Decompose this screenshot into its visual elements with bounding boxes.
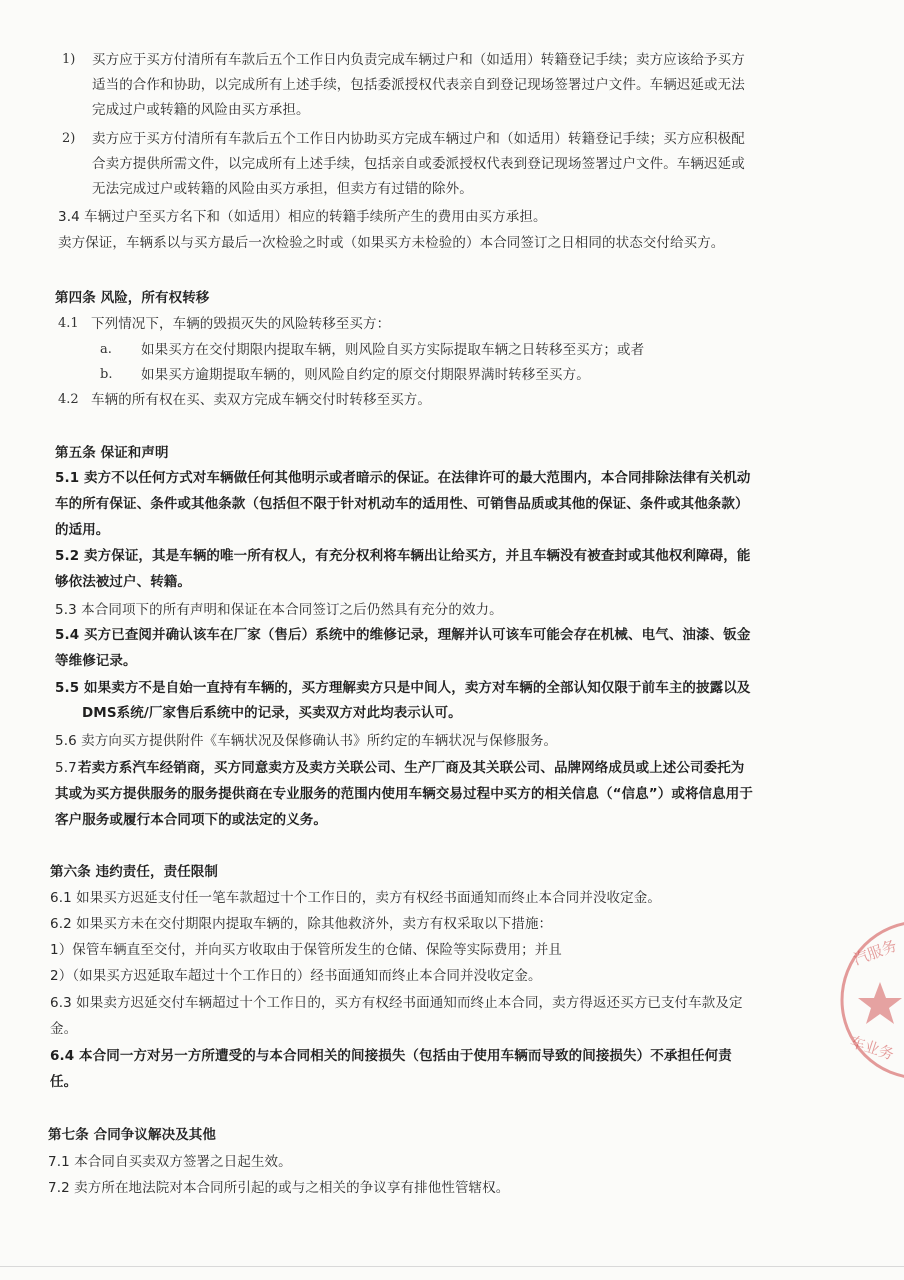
text-line: 够依法被过户、转籍。 [55, 574, 191, 590]
clause-number: 4.2 [58, 392, 79, 407]
company-seal-stamp [838, 912, 904, 1088]
text-line: 完成过户或转籍的风险由买方承担。 [92, 102, 310, 118]
text-line: 5.4 买方已查阅并确认该车在厂家（售后）系统中的维修记录，理解并认可该车可能会存在机械、电气、油漆、钣金 [55, 627, 751, 643]
text-line: 买方应于买方付清所有车款后五个工作日内负责完成车辆过户和（如适用）转籍登记手续；卖方应该给予买方 [92, 52, 745, 68]
clause-6-2: 6.2 如果买方未在交付期限内提取车辆的，除其他救济外，卖方有权采取以下措施： [50, 916, 553, 932]
clause-3-4: 3.4 车辆过户至买方名下和（如适用）相应的转籍手续所产生的费用由买方承担。 [58, 209, 547, 225]
clause-4-2: 车辆的所有权在买、卖双方完成车辆交付时转移至买方。 [91, 392, 431, 408]
text-line: 6.4 本合同一方对另一方所遭受的与本合同相关的间接损失（包括由于使用车辆而导致的间接损失）不承担任何责 [50, 1048, 732, 1064]
text-line: 客户服务或履行本合同项下的或法定的义务。 [55, 812, 327, 828]
svg-text:汽服务: 汽服务 [850, 936, 900, 969]
text-line: 适当的合作和协助，以完成所有上述手续，包括委派授权代表亲自到登记现场签署过户文件。车辆迟延或无法 [92, 77, 745, 93]
clause7-title: 第七条 合同争议解决及其他 [48, 1127, 216, 1143]
measure-2: 2）（如果买方迟延取车超过十个工作日的）经书面通知而终止本合同并没收定金。 [50, 968, 542, 984]
text-line: 其或为买方提供服务的服务提供商在专业服务的范围内使用车辆交易过程中买方的相关信息（“信息”）或将信息用于 [55, 786, 753, 802]
clause5-title: 第五条 保证和声明 [55, 445, 169, 461]
clause-4-1-a: 如果买方在交付期限内提取车辆，则风险自买方实际提取车辆之日转移至买方；或者 [141, 342, 645, 358]
clause-7-1: 7.1 本合同自买卖双方签署之日起生效。 [48, 1154, 292, 1170]
clause-4-1: 下列情况下，车辆的毁损灭失的风险转移至买方： [91, 316, 391, 332]
item-number: 1) [62, 52, 76, 67]
bottom-divider [0, 1266, 904, 1267]
text-line: DMS系统/厂家售后系统中的记录，买卖双方对此均表示认可。 [82, 705, 462, 721]
text-line: 车的所有保证、条件或其他条款（包括但不限于针对机动车的适用性、可销售品质或其他的保证、条件或其他条款） [55, 496, 749, 512]
text-line: 若卖方系汽车经销商，买方同意卖方及卖方关联公司、生产厂商及其关联公司、品牌网络成员或上述公司委托为 [78, 760, 745, 776]
item-number: 2) [62, 131, 76, 146]
clause-number: 5.7 [55, 760, 77, 776]
clause-7-2: 7.2 卖方所在地法院对本合同所引起的或与之相关的争议享有排他性管辖权。 [48, 1180, 510, 1196]
measure-1: 1）保管车辆直至交付，并向买方收取由于保管所发生的仓储、保险等实际费用；并且 [50, 942, 562, 958]
text-line: 5.5 如果卖方不是自始一直持有车辆的，买方理解卖方只是中间人，卖方对车辆的全部认知仅限于前车主的披露以及 [55, 680, 751, 696]
text-line: 无法完成过户或转籍的风险由买方承担，但卖方有过错的除外。 [92, 181, 473, 197]
svg-text:车业务: 车业务 [847, 1032, 897, 1064]
text-line: 5.1 卖方不以任何方式对车辆做任何其他明示或者暗示的保证。在法律许可的最大范围内，本合同排除法律有关机动 [55, 470, 751, 486]
seal-icon [838, 912, 904, 1088]
text-line: 卖方应于买方付清所有车款后五个工作日内协助买方完成车辆过户和（如适用）转籍登记手续；买方应积极配 [92, 131, 745, 147]
text-line: 6.3 如果卖方迟延交付车辆超过十个工作日的，买方有权经书面通知而终止本合同，卖方得返还买方已支付车款及定 [50, 995, 743, 1011]
clause-5-6: 5.6 卖方向买方提供附件《车辆状况及保修确认书》所约定的车辆状况与保修服务。 [55, 733, 558, 749]
text-line: 的适用。 [55, 522, 110, 538]
text-line: 等维修记录。 [55, 653, 137, 669]
sub-item-letter: a. [100, 342, 112, 357]
text-line: 5.2 卖方保证，其是车辆的唯一所有权人，有充分权利将车辆出让给买方，并且车辆没有被查封或其他权利障碍，能 [55, 548, 751, 564]
clause-number: 4.1 [58, 316, 79, 331]
clause6-title: 第六条 违约责任，责任限制 [50, 864, 218, 880]
text-line: 合卖方提供所需文件，以完成所有上述手续，包括亲自或委派授权代表到登记现场签署过户文件。车辆迟延或 [92, 156, 745, 172]
seller-warranty-line: 卖方保证，车辆系以与买方最后一次检验之时或（如果买方未检验的）本合同签订之日相同的状态交付给买方。 [58, 235, 725, 251]
text-line: 任。 [50, 1074, 78, 1090]
clause-5-3: 5.3 本合同项下的所有声明和保证在本合同签订之后仍然具有充分的效力。 [55, 602, 503, 618]
text-line: 金。 [50, 1021, 78, 1037]
sub-item-letter: b. [100, 367, 113, 382]
clause-6-1: 6.1 如果买方迟延支付任一笔车款超过十个工作日的，卖方有权经书面通知而终止本合同并没收定金。 [50, 890, 661, 906]
clause-4-1-b: 如果买方逾期提取车辆的，则风险自约定的原交付期限界满时转移至买方。 [141, 367, 590, 383]
clause4-title: 第四条 风险，所有权转移 [55, 290, 210, 306]
